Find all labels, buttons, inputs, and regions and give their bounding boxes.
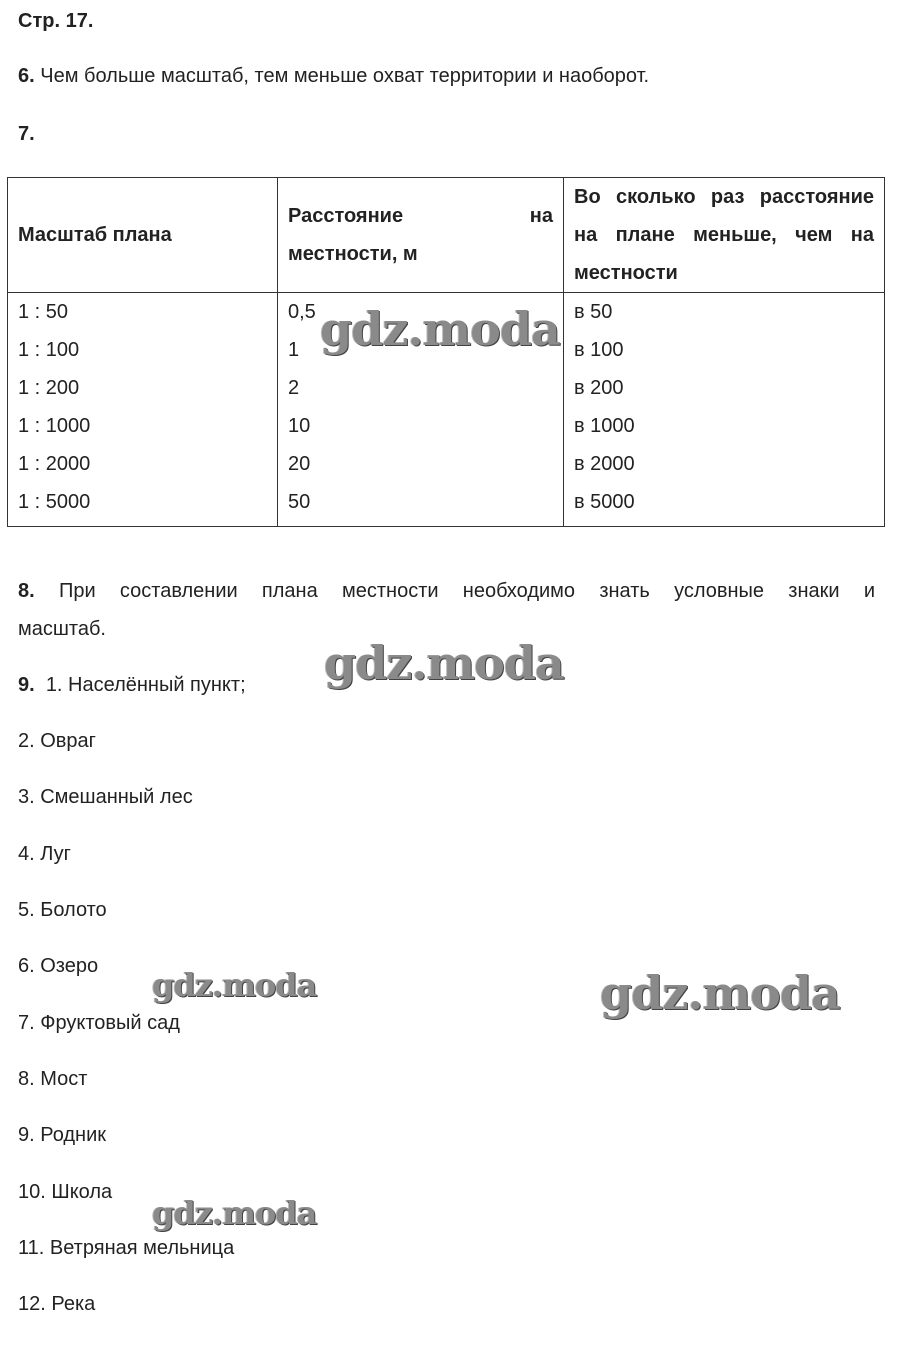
cell-times: в 50 bbox=[564, 293, 885, 332]
table-row bbox=[8, 445, 885, 483]
question-7-number: 7. bbox=[18, 123, 35, 145]
question-text: При составлении плана местности необходимо знать условные знаки и bbox=[58, 580, 876, 602]
cell-times: в 5000 bbox=[564, 483, 885, 527]
cell-scale: 1 : 50 bbox=[8, 293, 278, 332]
watermark: gdz.moda bbox=[320, 302, 560, 356]
cell-scale: 1 : 5000 bbox=[8, 483, 278, 527]
cell-distance: 50 bbox=[278, 483, 564, 527]
header-times-line2: на плане меньше, чем на bbox=[574, 224, 874, 246]
list-item: 6. Озеро bbox=[18, 955, 99, 977]
question-number: 6. bbox=[18, 65, 35, 87]
watermark: gdz.moda bbox=[600, 966, 840, 1020]
table-row bbox=[8, 407, 885, 445]
cell-distance: 1 bbox=[278, 331, 564, 369]
watermark: gdz.moda bbox=[152, 966, 317, 1004]
watermark: gdz.moda bbox=[152, 1194, 317, 1232]
list-item: 2. Овраг bbox=[18, 730, 96, 752]
list-item: 5. Болото bbox=[18, 899, 107, 921]
cell-times: в 1000 bbox=[564, 407, 885, 445]
header-scale: Масштаб плана bbox=[8, 178, 278, 293]
watermark: gdz.moda bbox=[324, 636, 564, 690]
list-item: 10. Школа bbox=[18, 1181, 113, 1203]
header-times-line3: местности bbox=[574, 262, 678, 284]
list-item: 1. Населённый пункт; bbox=[45, 674, 246, 696]
cell-scale: 1 : 1000 bbox=[8, 407, 278, 445]
question-text: Чем больше масштаб, тем меньше охват территории и наоборот. bbox=[40, 65, 650, 87]
list-item: 12. Река bbox=[18, 1293, 96, 1315]
cell-distance: 0,5 bbox=[278, 293, 564, 332]
table-row bbox=[8, 483, 885, 527]
table-row bbox=[8, 369, 885, 407]
question-8-line2: масштаб. bbox=[18, 618, 106, 640]
cell-distance: 20 bbox=[278, 445, 564, 483]
cell-times: в 2000 bbox=[564, 445, 885, 483]
list-item: 11. Ветряная мельница bbox=[18, 1237, 235, 1259]
list-item: 3. Смешанный лес bbox=[18, 786, 193, 808]
cell-scale: 1 : 200 bbox=[8, 369, 278, 407]
header-distance-line1: Расстояние на bbox=[288, 205, 553, 227]
cell-times: в 200 bbox=[564, 369, 885, 407]
question-number: 9. bbox=[18, 674, 35, 696]
list-item: 9. Родник bbox=[18, 1124, 107, 1146]
header-distance-line2: местности, м bbox=[288, 243, 418, 265]
list-item: 8. Мост bbox=[18, 1068, 88, 1090]
question-6 bbox=[18, 64, 649, 88]
question-number: 8. bbox=[18, 580, 35, 602]
page-header: Стр. 17. bbox=[18, 10, 94, 32]
list-item: 4. Луг bbox=[18, 843, 71, 865]
cell-distance: 2 bbox=[278, 369, 564, 407]
cell-times: в 100 bbox=[564, 331, 885, 369]
header-times bbox=[564, 178, 885, 293]
header-times-line1: Во сколько раз расстояние bbox=[574, 186, 874, 208]
header-distance bbox=[278, 178, 564, 293]
question-8-line1 bbox=[18, 579, 875, 603]
cell-distance: 10 bbox=[278, 407, 564, 445]
cell-scale: 1 : 2000 bbox=[8, 445, 278, 483]
cell-scale: 1 : 100 bbox=[8, 331, 278, 369]
table-header-row bbox=[8, 178, 885, 293]
list-item: 7. Фруктовый сад bbox=[18, 1012, 180, 1034]
question-9 bbox=[18, 673, 246, 697]
